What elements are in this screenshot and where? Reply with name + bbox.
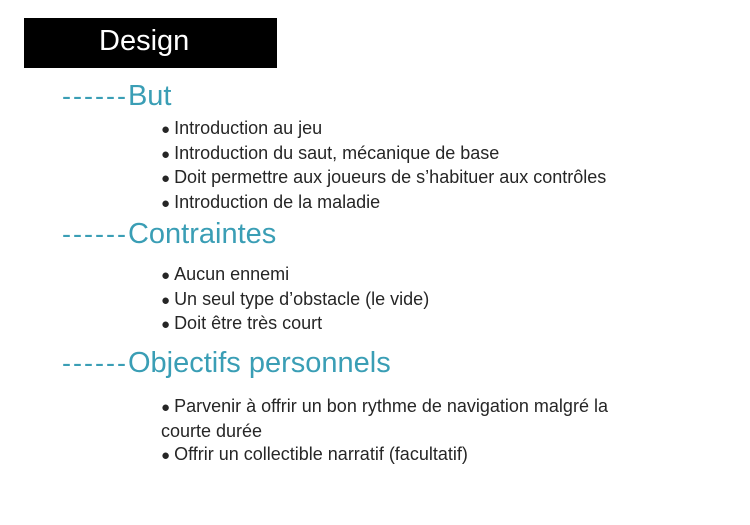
bullet-icon: ● — [161, 121, 171, 138]
bullet-list-objectifs — [161, 395, 661, 468]
heading-dashes: ------ — [62, 348, 128, 378]
bullet-list-but — [161, 117, 681, 215]
heading-label: Objectifs personnels — [127, 347, 391, 379]
section-heading-contraintes — [62, 218, 276, 251]
bullet-list-contraintes — [161, 263, 681, 337]
page-title: Design — [99, 25, 190, 57]
list-item: ● Introduction du saut, mécanique de base — [161, 142, 500, 163]
list-item: ● Doit être très court — [161, 313, 323, 333]
heading-dashes: ------ — [62, 219, 128, 249]
list-item: ● Offrir un collectible narratif (facultatif) — [161, 444, 468, 464]
bullet-icon: ● — [161, 194, 171, 212]
bullet-icon: ● — [161, 291, 171, 309]
list-item: ● Introduction de la maladie — [161, 191, 381, 212]
list-item: ● Un seul type d’obstacle (le vide) — [161, 288, 430, 309]
list-item: ● Doit permettre aux joueurs de s’habituer aux contrôles — [161, 167, 607, 187]
bullet-icon: ● — [161, 399, 171, 416]
bullet-icon: ● — [161, 145, 171, 163]
list-item: ● Introduction au jeu — [161, 118, 323, 138]
bullet-icon: ● — [161, 170, 171, 187]
list-item: ● Aucun ennemi — [161, 264, 290, 284]
section-heading-but — [62, 80, 171, 113]
bullet-icon: ● — [161, 447, 171, 464]
list-item: ● Parvenir à offrir un bon rythme de navigation malgré la courte durée — [161, 396, 608, 441]
title-banner — [24, 18, 277, 68]
section-heading-objectifs — [62, 347, 391, 380]
heading-dashes: ------ — [62, 81, 128, 111]
heading-label: Contraintes — [127, 218, 277, 250]
heading-label: But — [127, 80, 172, 112]
bullet-icon: ● — [161, 267, 171, 284]
bullet-icon: ● — [161, 316, 171, 333]
